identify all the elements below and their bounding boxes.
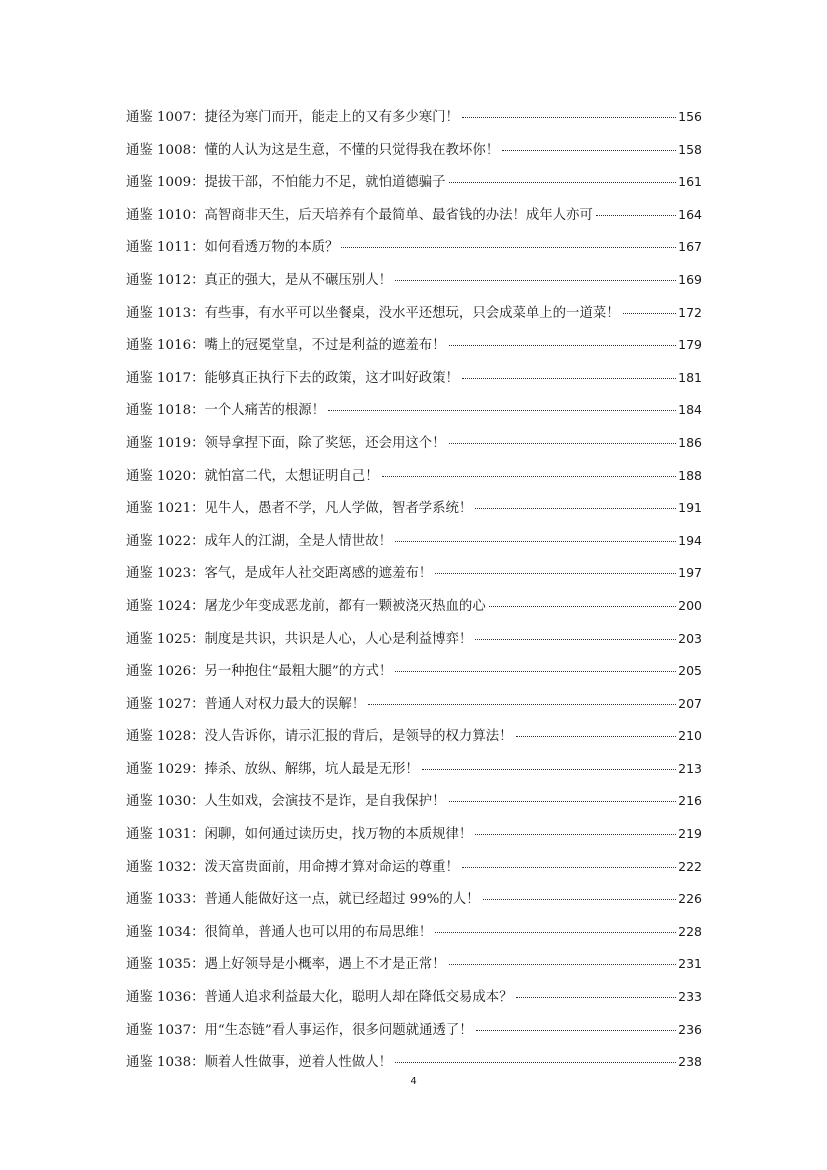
toc-entry-title: 领导拿捏下面，除了奖惩，还会用这个！ — [204, 435, 446, 451]
toc-entry[interactable] — [126, 691, 702, 724]
toc-entry-page: 172 — [678, 304, 702, 320]
toc-entry-page: 194 — [678, 532, 702, 548]
toc-entry-title: 捷径为寒门而开，能走上的又有多少寒门！ — [204, 110, 459, 125]
toc-entry-label: 通鉴 1036： — [126, 990, 205, 1006]
toc-entry-label: 通鉴 1019： — [126, 435, 205, 451]
toc-entry-page: 228 — [678, 923, 702, 939]
toc-entry-title: 真正的强大，是从不碾压别人！ — [204, 272, 392, 288]
toc-entry-page: 197 — [678, 565, 702, 581]
toc-entry-title: 普通人能做好这一点，就已经超过 99%的人！ — [204, 892, 480, 908]
toc-entry-page: 184 — [678, 402, 702, 418]
toc-dot-leader — [449, 345, 677, 346]
toc-dot-leader — [382, 476, 677, 477]
toc-entry-page: 216 — [678, 793, 702, 809]
toc-entry[interactable] — [126, 137, 702, 170]
toc-entry[interactable] — [126, 300, 702, 333]
toc-dot-leader — [475, 834, 676, 835]
toc-entry-page: 158 — [678, 141, 702, 157]
toc-entry-page: 188 — [678, 467, 702, 483]
toc-entry-label: 通鉴 1029： — [126, 761, 205, 777]
toc-entry-page: 164 — [678, 206, 702, 222]
toc-dot-leader — [435, 932, 676, 933]
toc-entry[interactable] — [126, 495, 702, 528]
toc-dot-leader — [422, 769, 676, 770]
toc-entry-page: 191 — [678, 500, 702, 516]
toc-entry-page: 226 — [678, 891, 702, 907]
toc-entry-label: 通鉴 1013： — [126, 305, 205, 321]
toc-dot-leader — [462, 867, 676, 868]
toc-entry[interactable] — [126, 1017, 702, 1050]
toc-entry-page: 222 — [678, 858, 702, 874]
toc-entry-page: 210 — [678, 728, 702, 744]
toc-entry-title: 人生如戏，会演技不是诈，是自我保护！ — [204, 794, 446, 810]
toc-entry-label: 通鉴 1028： — [126, 729, 205, 745]
toc-entry-title: 能够真正执行下去的政策，这才叫好政策！ — [204, 370, 459, 386]
toc-entry-title: 屠龙少年变成恶龙前，都有一颗被浇灭热血的心 — [204, 598, 486, 614]
toc-entry-page: 167 — [678, 239, 702, 255]
toc-entry-title: 高智商非天生，后天培养有个最简单、最省钱的办法！成年人亦可 — [204, 207, 593, 223]
toc-entry-title: 很简单，普通人也可以用的布局思维！ — [204, 924, 433, 940]
toc-entry[interactable] — [126, 886, 702, 919]
table-of-contents — [126, 104, 702, 1082]
toc-dot-leader — [475, 639, 676, 640]
toc-dot-leader — [462, 378, 676, 379]
toc-entry[interactable] — [126, 756, 702, 789]
toc-dot-leader — [328, 410, 676, 411]
toc-entry-label: 通鉴 1018： — [126, 403, 205, 419]
toc-entry-label: 通鉴 1033： — [126, 892, 205, 908]
toc-entry-title: 捧杀、放纵、解绑，坑人最是无形！ — [204, 761, 419, 777]
toc-dot-leader — [516, 997, 677, 998]
toc-entry[interactable] — [126, 919, 702, 952]
toc-entry[interactable] — [126, 658, 702, 691]
toc-entry-label: 通鉴 1022： — [126, 533, 205, 549]
toc-entry[interactable] — [126, 463, 702, 496]
toc-entry-label: 通鉴 1034： — [126, 924, 205, 940]
page-number: 4 — [410, 1076, 417, 1087]
toc-entry[interactable] — [126, 202, 702, 235]
toc-entry-label: 通鉴 1030： — [126, 794, 205, 810]
toc-entry[interactable] — [126, 951, 702, 984]
toc-entry-label: 通鉴 1007： — [126, 110, 205, 125]
toc-entry-label: 通鉴 1016： — [126, 338, 205, 354]
toc-dot-leader — [449, 964, 677, 965]
toc-entry[interactable] — [126, 169, 702, 202]
toc-entry-label: 通鉴 1025： — [126, 631, 205, 647]
toc-dot-leader — [449, 443, 677, 444]
toc-dot-leader — [623, 313, 677, 314]
toc-entry-label: 通鉴 1037： — [126, 1022, 205, 1038]
toc-entry-label: 通鉴 1009： — [126, 175, 205, 191]
toc-entry-label: 通鉴 1024： — [126, 598, 205, 614]
toc-entry[interactable] — [126, 593, 702, 626]
toc-entry-label: 通鉴 1035： — [126, 957, 205, 973]
toc-entry[interactable] — [126, 821, 702, 854]
toc-dot-leader — [596, 215, 676, 216]
toc-entry-title: 有些事，有水平可以坐餐桌，没水平还想玩，只会成菜单上的一道菜！ — [204, 305, 620, 321]
toc-entry-page: 205 — [678, 663, 702, 679]
toc-dot-leader — [341, 247, 676, 248]
toc-dot-leader — [502, 150, 676, 151]
toc-entry-page: 219 — [678, 826, 702, 842]
toc-entry-label: 通鉴 1010： — [126, 207, 205, 223]
toc-entry-label: 通鉴 1020： — [126, 468, 205, 484]
toc-entry-title: 如何看透万物的本质？ — [204, 240, 339, 256]
toc-entry-page: 233 — [678, 989, 702, 1005]
toc-entry-title: 懂的人认为这是生意，不懂的只觉得我在教坏你！ — [204, 142, 500, 158]
toc-entry-page: 231 — [678, 956, 702, 972]
toc-dot-leader — [435, 573, 676, 574]
toc-entry-title: 泼天富贵面前，用命搏才算对命运的尊重！ — [204, 859, 459, 875]
toc-entry-title: 制度是共识，共识是人心，人心是利益博弈！ — [204, 631, 473, 647]
toc-entry-page: 161 — [678, 174, 702, 190]
toc-entry-title: 没人告诉你，请示汇报的背后，是领导的权力算法！ — [204, 729, 513, 745]
toc-entry-title: 普通人对权力最大的误解！ — [204, 696, 366, 712]
toc-entry[interactable] — [126, 560, 702, 593]
toc-entry-label: 通鉴 1032： — [126, 859, 205, 875]
toc-dot-leader — [395, 671, 676, 672]
toc-entry-label: 通鉴 1021： — [126, 501, 205, 517]
toc-entry-title: 普通人追求利益最大化，聪明人却在降低交易成本？ — [204, 990, 513, 1006]
toc-dot-leader — [476, 1030, 677, 1031]
toc-dot-leader — [483, 899, 677, 900]
toc-dot-leader — [462, 117, 676, 118]
toc-entry-label: 通鉴 1008： — [126, 142, 205, 158]
toc-entry[interactable] — [126, 788, 702, 821]
toc-dot-leader — [475, 508, 676, 509]
toc-entry-page: 181 — [678, 369, 702, 385]
toc-entry[interactable] — [126, 397, 702, 430]
toc-dot-leader — [395, 280, 676, 281]
toc-entry-page: 186 — [678, 434, 702, 450]
toc-entry-label: 通鉴 1038： — [126, 1055, 205, 1071]
toc-entry-page: 179 — [678, 337, 702, 353]
toc-entry-page: 156 — [678, 109, 702, 124]
toc-entry-title: 另一种抱住“最粗大腿”的方式！ — [204, 664, 393, 680]
toc-entry-page: 169 — [678, 271, 702, 287]
toc-entry-page: 203 — [678, 630, 702, 646]
toc-entry-title: 遇上好领导是小概率，遇上不才是正常！ — [204, 957, 446, 973]
toc-entry-title: 成年人的江湖，全是人情世故！ — [204, 533, 392, 549]
toc-entry-page: 238 — [678, 1054, 702, 1070]
toc-entry-title: 嘴上的冠冕堂皇，不过是利益的遮羞布！ — [204, 338, 446, 354]
toc-entry[interactable] — [126, 528, 702, 561]
toc-entry-title: 见牛人，愚者不学，凡人学做，智者学系统！ — [204, 501, 473, 517]
toc-entry[interactable] — [126, 854, 702, 887]
toc-dot-leader — [489, 606, 676, 607]
toc-entry-page: 200 — [678, 597, 702, 613]
toc-entry-label: 通鉴 1011： — [126, 240, 205, 256]
toc-entry[interactable] — [126, 626, 702, 659]
toc-entry[interactable] — [126, 234, 702, 267]
toc-entry-label: 通鉴 1026： — [126, 664, 205, 680]
toc-entry[interactable] — [126, 104, 702, 137]
toc-dot-leader — [449, 182, 677, 183]
toc-entry-title: 客气，是成年人社交距离感的遮羞布！ — [204, 566, 433, 582]
toc-entry-title: 提拔干部，不怕能力不足，就怕道德骗子 — [204, 175, 446, 191]
toc-entry[interactable] — [126, 430, 702, 463]
toc-entry-label: 通鉴 1023： — [126, 566, 205, 582]
toc-dot-leader — [368, 704, 676, 705]
toc-dot-leader — [395, 541, 676, 542]
toc-entry[interactable] — [126, 984, 702, 1017]
toc-entry-label: 通鉴 1012： — [126, 272, 205, 288]
toc-entry-title: 一个人痛苦的根源！ — [204, 403, 326, 419]
toc-entry[interactable] — [126, 365, 702, 398]
toc-dot-leader — [516, 736, 677, 737]
toc-entry-label: 通鉴 1017： — [126, 370, 205, 386]
toc-entry-page: 207 — [678, 695, 702, 711]
toc-entry-page: 236 — [678, 1021, 702, 1037]
toc-dot-leader — [395, 1062, 676, 1063]
toc-entry-title: 闲聊，如何通过读历史，找万物的本质规律！ — [204, 827, 473, 843]
toc-entry[interactable] — [126, 332, 702, 365]
toc-entry-label: 通鉴 1027： — [126, 696, 205, 712]
toc-entry-title: 就怕富二代，太想证明自己！ — [204, 468, 379, 484]
toc-entry[interactable] — [126, 267, 702, 300]
toc-entry-page: 213 — [678, 760, 702, 776]
toc-entry-title: 用“生态链”看人事运作，很多问题就通透了！ — [204, 1022, 473, 1038]
toc-entry-label: 通鉴 1031： — [126, 827, 205, 843]
toc-entry[interactable] — [126, 723, 702, 756]
toc-dot-leader — [449, 801, 677, 802]
toc-entry-title: 顺着人性做事，逆着人性做人！ — [204, 1055, 392, 1071]
